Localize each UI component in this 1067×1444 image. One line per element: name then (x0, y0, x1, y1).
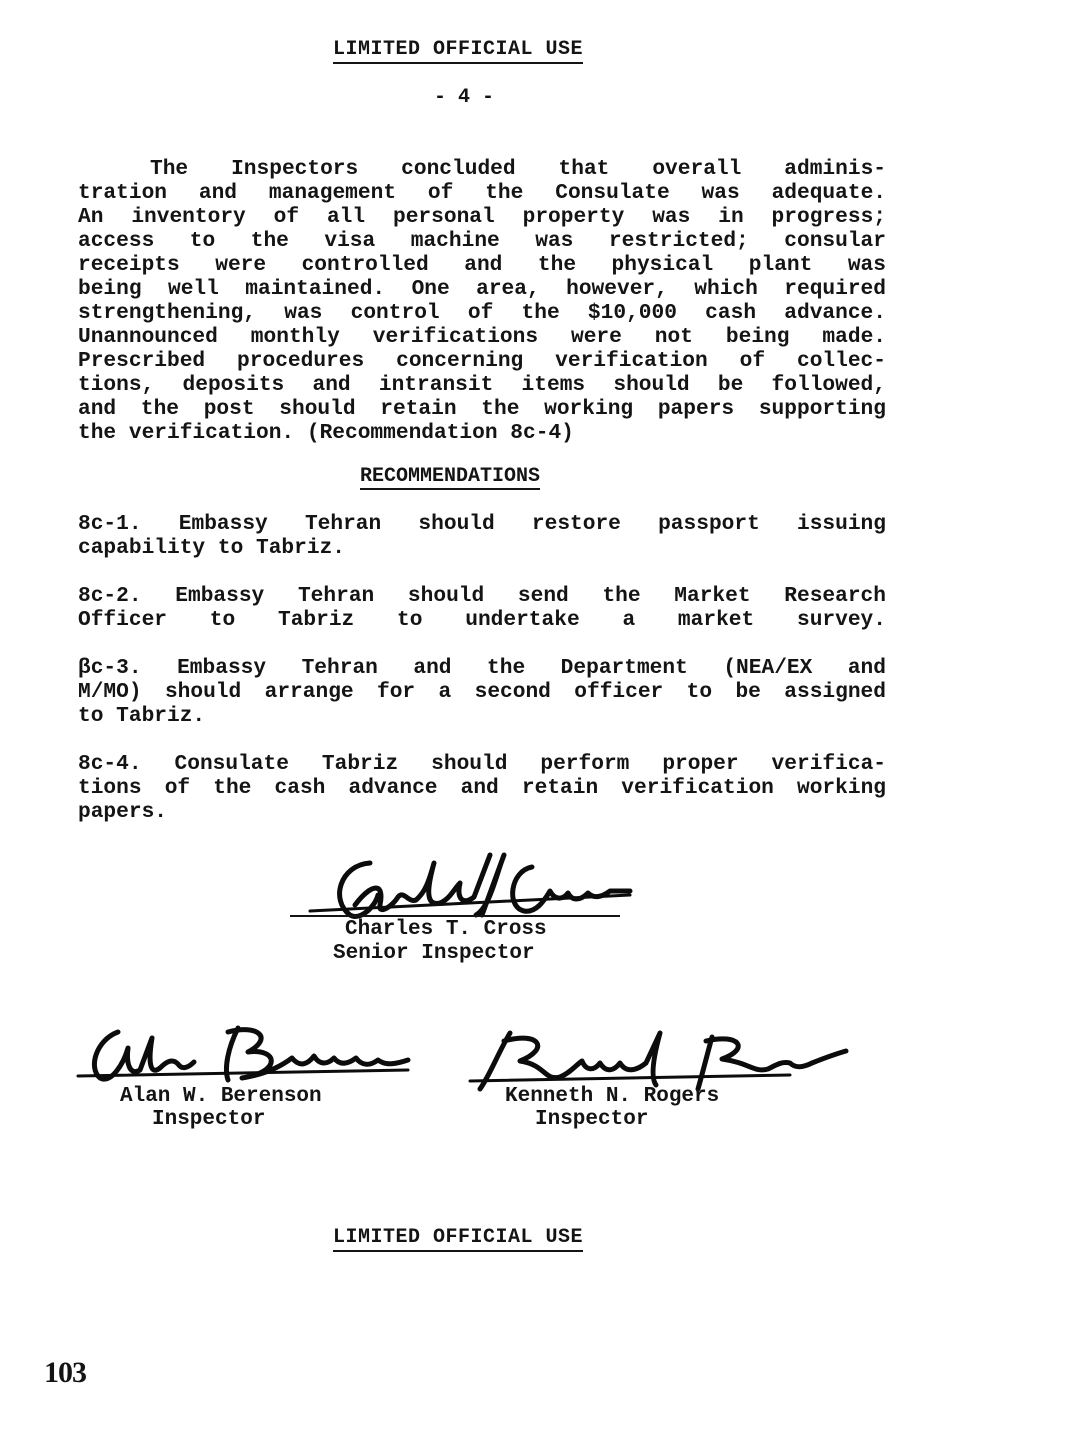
body-paragraph (78, 157, 886, 445)
paragraph-line: An inventory of all personal property was in progress; (78, 205, 886, 229)
paragraph-line: Unannounced monthly verifications were not being made. (78, 325, 886, 349)
recommendation-line: βc-3. Embassy Tehran and the Department (NEA/EX and (78, 656, 886, 680)
recommendation-line: tions of the cash advance and retain verification working (78, 776, 886, 800)
paragraph-line: receipts were controlled and the physical plant was (78, 253, 886, 277)
recommendation-line: Officer to Tabriz to undertake a market survey. (78, 608, 886, 632)
folio-number: 103 (44, 1356, 86, 1389)
paragraph-line: the verification. (Recommendation 8c-4) (78, 421, 574, 445)
paragraph-line: being well maintained. One area, however, which required (78, 277, 886, 301)
recommendation-8c-1 (78, 512, 886, 560)
classification-header: LIMITED OFFICIAL USE (333, 38, 583, 64)
recommendation-line: to Tabriz. (78, 704, 206, 728)
signatory-title: Senior Inspector (333, 942, 535, 965)
signatory-title: Inspector (535, 1108, 649, 1131)
classification-footer: LIMITED OFFICIAL USE (333, 1226, 583, 1252)
recommendation-8c-3 (78, 656, 886, 728)
page-number: - 4 - (434, 86, 495, 109)
recommendation-line: M/MO) should arrange for a second officer to be assigned (78, 680, 886, 704)
paragraph-line: tration and management of the Consulate was adequate. (78, 181, 886, 205)
paragraph-line: access to the visa machine was restricted; consular (78, 229, 886, 253)
signatory-name: Charles T. Cross (345, 918, 547, 941)
recommendation-line: 8c-4. Consulate Tabriz should perform proper verifica- (78, 752, 886, 776)
paragraph-line: strengthening, was control of the $10,000 cash advance. (78, 301, 886, 325)
paragraph-line: Prescribed procedures concerning verification of collec- (78, 349, 886, 373)
paragraph-line: The Inspectors concluded that overall adminis- (150, 157, 886, 181)
recommendation-line: 8c-2. Embassy Tehran should send the Market Research (78, 584, 886, 608)
signatory-name: Kenneth N. Rogers (505, 1085, 720, 1108)
paragraph-line: and the post should retain the working papers supporting (78, 397, 886, 421)
signatory-title: Inspector (152, 1108, 266, 1131)
recommendations-heading: RECOMMENDATIONS (360, 465, 541, 488)
recommendation-line: 8c-1. Embassy Tehran should restore passport issuing (78, 512, 886, 536)
paragraph-line: tions, deposits and intransit items should be followed, (78, 373, 886, 397)
signatory-name: Alan W. Berenson (120, 1085, 322, 1108)
recommendation-8c-4 (78, 752, 886, 824)
recommendation-line: papers. (78, 800, 168, 824)
recommendation-8c-2 (78, 584, 886, 632)
signature-line (290, 915, 620, 917)
recommendation-line: capability to Tabriz. (78, 536, 346, 560)
signature-alan-berenson (78, 1018, 418, 1088)
